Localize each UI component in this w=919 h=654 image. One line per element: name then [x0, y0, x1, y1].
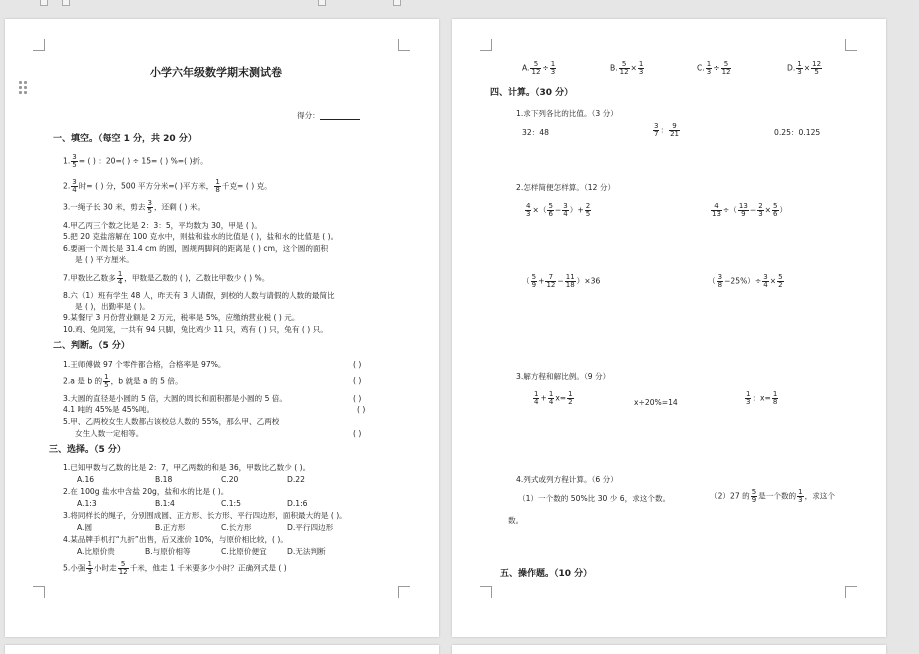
next-page-right — [452, 645, 886, 654]
ruler-marker — [62, 0, 70, 6]
answer-paren: ( ) — [353, 376, 362, 385]
question-8-cont: 是 ( )，出勤率是 ( )。 — [75, 302, 150, 311]
expr-3: （ $\frac{5}{9}$ + $\frac{7}{12}$ − $\frac{11}{18}$ ）×36 — [522, 273, 601, 289]
judge-5-cont: 女生人数一定相等。 — [75, 429, 144, 438]
word-problem-2: （2）27 的 $\frac{5}{9}$ 是一个数的 $\frac{1}{3}$ ，求这个 — [710, 488, 835, 504]
option: B.与原价相等 — [145, 547, 191, 556]
word-problem-2-cont: 数。 — [508, 516, 524, 525]
question-4: 4.甲乙丙三个数之比是 2：3：5，平均数为 30，甲是 ( )。 — [63, 221, 262, 230]
document-page-right — [452, 19, 886, 637]
crop-mark — [845, 39, 857, 51]
ruler-marker — [393, 0, 401, 6]
crop-mark — [845, 586, 857, 598]
crop-mark — [480, 586, 492, 598]
question-8: 8.六（1）班有学生 48 人，昨天有 3 人请假，到校的人数与请假的人数的最简比 — [63, 291, 335, 300]
choice-4: 4.某品牌手机打“九折”出售，后又涨价 10%，与原价相比较，( )。 — [63, 535, 288, 544]
question-2: 2. $\frac{3}{4}$ 时= ( ) 分，500 平方分米=( )平方米， $\frac{1}{8}$ 千克= ( ) 克。 — [63, 178, 272, 194]
ratio-3: 0.25：0.125 — [774, 128, 821, 137]
page-title: 小学六年级数学期末测试卷 — [150, 66, 282, 79]
choice-3: 3.将同样长的绳子，分别围成圆、正方形、长方形、平行四边形，面积最大的是 ( )。 — [63, 511, 347, 520]
crop-mark — [398, 586, 410, 598]
option: B.18 — [155, 475, 173, 484]
option: C.比原价便宜 — [221, 547, 267, 556]
option: A.圆 — [77, 523, 93, 532]
option: A.16 — [77, 475, 95, 484]
calc-part-1: 1.求下列各比的比值。（3 分） — [516, 109, 618, 118]
score-field: 得分： — [297, 111, 360, 120]
judge-1: 1.王师傅做 97 个零件都合格，合格率是 97%。 — [63, 360, 226, 369]
section-operation: 五、操作题。（10 分） — [500, 569, 593, 579]
question-3: 3.一绳子长 30 米，剪去 $\frac{3}{5}$ ，还剩 ( ) 米。 — [63, 199, 206, 215]
option: B.1:4 — [155, 499, 175, 508]
equation-3: $\frac{1}{3}$ ：x= $\frac{1}{8}$ — [746, 390, 778, 406]
crop-mark — [33, 39, 45, 51]
crop-mark — [33, 586, 45, 598]
expr-2: $\frac{4}{13}$ ÷（ $\frac{13}{9}$ − $\frac{2}{3}$ × $\frac{5}{6}$ ） — [712, 202, 788, 218]
option: A.比原价贵 — [77, 547, 115, 556]
ruler-marker — [318, 0, 326, 6]
option-b: B. $\frac{5}{12}$ × $\frac{1}{3}$ — [610, 60, 644, 76]
judge-2: 2.a 是 b 的 $\frac{1}{5}$ ，b 就是 a 的 5 倍。 — [63, 373, 183, 389]
next-page-left — [5, 645, 439, 654]
judge-5: 5.甲、乙两校女生人数都占该校总人数的 55%，那么甲、乙两校 — [63, 417, 280, 426]
question-10: 10.鸡、兔同笼，一共有 94 只脚，兔比鸡少 11 只，鸡有 ( ) 只，兔有 ( ) 只。 — [63, 325, 328, 334]
section-fill-blank: 一、填空。（每空 1 分，共 20 分） — [53, 134, 197, 144]
crop-mark — [398, 39, 410, 51]
section-choice: 三、选择。（5 分） — [49, 445, 126, 455]
equation-2: x÷20%=14 — [634, 398, 678, 407]
top-ruler — [0, 0, 919, 8]
calc-part-3: 3.解方程和解比例。（9 分） — [516, 372, 611, 381]
expr-1: $\frac{4}{3}$ ×（ $\frac{5}{6}$ − $\frac{3}{4}$ ）+ $\frac{2}{5}$ — [526, 202, 591, 218]
option: D.无法判断 — [287, 547, 326, 556]
expr-4: （ $\frac{3}{8}$ −25%）÷ $\frac{3}{4}$ × $\frac{5}{2}$ — [708, 273, 783, 289]
option: D.22 — [287, 475, 305, 484]
option: B.正方形 — [155, 523, 186, 532]
calc-part-2: 2.怎样简便怎样算。（12 分） — [516, 183, 616, 192]
question-1: 1. $\frac{3}{5}$ = ( ) ：20=( ) ÷ 15= ( ) %=( )折。 — [63, 153, 208, 169]
equation-1: $\frac{1}{4}$ + $\frac{1}{4}$ x= $\frac{1}{2}$ — [534, 390, 573, 406]
option: C.20 — [221, 475, 239, 484]
option-c: C. $\frac{1}{3}$ ÷ $\frac{5}{12}$ — [697, 60, 731, 76]
question-7: 7.甲数比乙数多 $\frac{1}{4}$ ，甲数是乙数的 ( )，乙数比甲数少 ( ) %。 — [63, 270, 270, 286]
choice-5: 5.小强 $\frac{1}{3}$ 小时走 $\frac{5}{12}$ 千米，他走 1 千米要多少小时？正确列式是 ( ) — [63, 560, 287, 576]
option-d: D. $\frac{1}{3}$ × $\frac{12}{5}$ — [787, 60, 822, 76]
question-6: 6.要画一个周长是 31.4 cm 的圆，圆规两脚间的距离是 ( ) cm，这个圆的面积 — [63, 244, 329, 253]
section-calculation: 四、计算。（30 分） — [490, 88, 574, 98]
answer-paren: ( ) — [357, 405, 366, 414]
option: D.平行四边形 — [287, 523, 334, 532]
option: C.长方形 — [221, 523, 252, 532]
calc-part-4: 4.列式或列方程计算。（6 分） — [516, 475, 618, 484]
question-5: 5.把 20 克盐溶解在 100 克水中，则盐和盐水的比值是 ( )，盐和水的比值是 ( )。 — [63, 232, 339, 241]
judge-3: 3.大圆的直径是小圆的 5 倍，大圆的周长和面积都是小圆的 5 倍。 — [63, 394, 287, 403]
ruler-marker — [40, 0, 48, 6]
section-true-false: 二、判断。（5 分） — [53, 341, 130, 351]
ratio-1: 32：48 — [522, 128, 549, 137]
ratio-2: $\frac{3}{7}$ ： $\frac{9}{21}$ — [654, 122, 679, 138]
option: C.1:5 — [221, 499, 241, 508]
option-a: A. $\frac{5}{12}$ ÷ $\frac{1}{3}$ — [522, 60, 556, 76]
document-page-left — [5, 19, 439, 637]
crop-mark — [480, 39, 492, 51]
option: D.1:6 — [287, 499, 308, 508]
option: A.1:3 — [77, 499, 97, 508]
choice-2: 2.在 100g 盐水中含盐 20g，盐和水的比是 ( )。 — [63, 487, 229, 496]
answer-paren: ( ) — [353, 429, 362, 438]
judge-4: 4.1 吨的 45%是 45%吨。 — [63, 405, 155, 414]
answer-paren: ( ) — [353, 394, 362, 403]
drag-handle-icon[interactable] — [19, 81, 29, 95]
question-9: 9.某餐厅 3 月份营业额是 2 万元，税率是 5%，应缴纳营业税 ( ) 元。 — [63, 313, 300, 322]
question-6-cont: 是 ( ) 平方厘米。 — [75, 255, 134, 264]
choice-1: 1.已知甲数与乙数的比是 2：7，甲乙两数的和是 36，甲数比乙数少 ( )。 — [63, 463, 311, 472]
word-problem-1: （1）一个数的 50%比 30 少 6，求这个数。 — [518, 494, 671, 503]
answer-paren: ( ) — [353, 360, 362, 369]
